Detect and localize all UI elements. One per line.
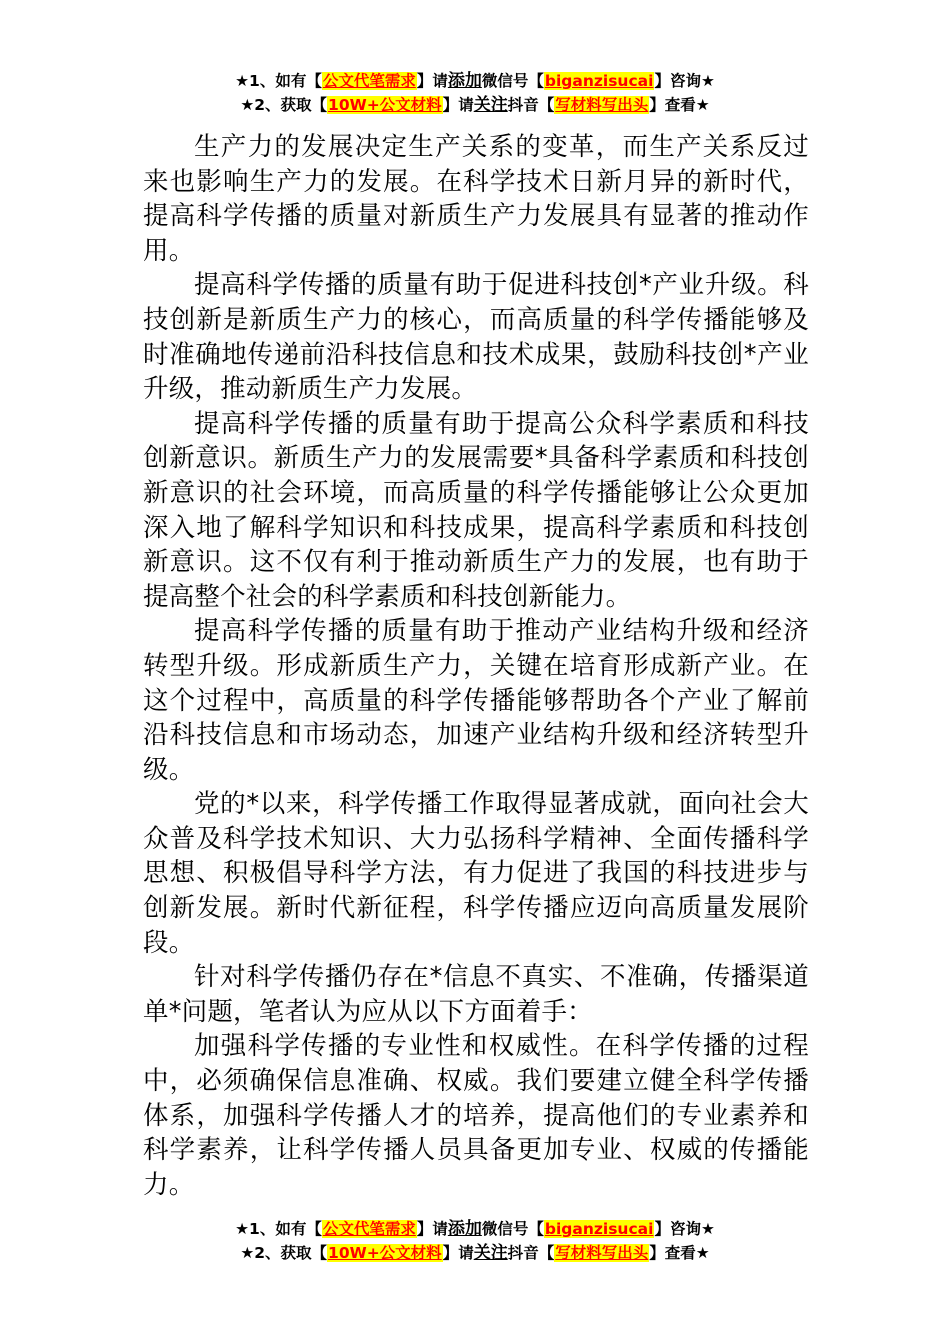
ad-text: 抖音【 xyxy=(507,1244,555,1262)
ad-highlight-douyin-account: 写材料写出头 xyxy=(555,96,649,114)
body-paragraph-5: 党的*以来，科学传播工作取得显著成就，面向社会大众普及科学技术知识、大力弘扬科学精神、全面传播科学思想、积极倡导科学方法，有力促进了我国的科技进步与创新发展。新时代新征程，科学传播应迈向高质量发展阶段。 xyxy=(143,789,809,958)
header-ad-banner xyxy=(0,69,950,117)
ad-text: 】咨询★ xyxy=(654,72,715,90)
ad-text: 微信号【 xyxy=(481,72,544,90)
ad-text: ★1、如有【 xyxy=(235,72,322,90)
ad-highlight-service: 公文代笔需求 xyxy=(322,72,416,90)
ad-underlined-text: 关注 xyxy=(473,1243,508,1263)
ad-highlight-materials: 10W+公文材料 xyxy=(328,96,442,114)
ad-line-2 xyxy=(0,1241,950,1265)
ad-underlined-text: 添加 xyxy=(447,71,482,91)
ad-highlight-materials: 10W+公文材料 xyxy=(328,1244,442,1262)
body-paragraph-6: 针对科学传播仍存在*信息不真实、不准确，传播渠道单*问题，笔者认为应从以下方面着手： xyxy=(143,962,809,1027)
ad-text: 】请 xyxy=(416,1220,448,1238)
ad-highlight-service: 公文代笔需求 xyxy=(322,1220,416,1238)
body-paragraph-1: 生产力的发展决定生产关系的变革，而生产关系反过来也影响生产力的发展。在科学技术日新月异的新时代，提高科学传播的质量对新质生产力发展具有显著的推动作用。 xyxy=(143,132,809,266)
ad-text: 】查看★ xyxy=(649,96,710,114)
ad-text: ★2、获取【 xyxy=(240,96,328,114)
ad-text: ★2、获取【 xyxy=(240,1244,328,1262)
ad-highlight-douyin-account: 写材料写出头 xyxy=(555,1244,649,1262)
body-paragraph-4: 提高科学传播的质量有助于推动产业结构升级和经济转型升级。形成新质生产力，关键在培育形成新产业。在这个过程中，高质量的科学传播能够帮助各个产业了解前沿科技信息和市场动态，加速产业结构升级和经济转型升级。 xyxy=(143,616,809,785)
body-paragraph-3: 提高科学传播的质量有助于提高公众科学素质和科技创新意识。新质生产力的发展需要*具备科学素质和科技创新意识的社会环境，而高质量的科学传播能够让公众更加深入地了解科学知识和科技成果，提高科学素质和科技创新意识。这不仅有利于推动新质生产力的发展，也有助于提高整个社会的科学素质和科技创新能力。 xyxy=(143,408,809,612)
body-paragraph-7: 加强科学传播的专业性和权威性。在科学传播的过程中，必须确保信息准确、权威。我们要建立健全科学传播体系，加强科学传播人才的培养，提高他们的专业素养和科学素养，让科学传播人员具备更加专业、权威的传播能力。 xyxy=(143,1031,809,1200)
footer-ad-banner xyxy=(0,1217,950,1265)
ad-text: 】查看★ xyxy=(649,1244,710,1262)
ad-text: 】请 xyxy=(442,1244,474,1262)
ad-text: 微信号【 xyxy=(481,1220,544,1238)
ad-highlight-wechat-id: biganzisucai xyxy=(544,72,654,90)
ad-text: 抖音【 xyxy=(507,96,555,114)
ad-text: 】咨询★ xyxy=(654,1220,715,1238)
body-paragraph-2: 提高科学传播的质量有助于促进科技创*产业升级。科技创新是新质生产力的核心，而高质量的科学传播能够及时准确地传递前沿科技信息和技术成果，鼓励科技创*产业升级，推动新质生产力发展。 xyxy=(143,270,809,405)
ad-line-1 xyxy=(0,69,950,93)
ad-text: ★1、如有【 xyxy=(235,1220,322,1238)
ad-line-2 xyxy=(0,93,950,117)
ad-text: 】请 xyxy=(442,96,474,114)
ad-highlight-wechat-id: biganzisucai xyxy=(544,1220,654,1238)
ad-underlined-text: 关注 xyxy=(473,95,508,115)
document-body xyxy=(143,130,809,1202)
ad-line-1 xyxy=(0,1217,950,1241)
ad-text: 】请 xyxy=(416,72,448,90)
ad-underlined-text: 添加 xyxy=(447,1219,482,1239)
